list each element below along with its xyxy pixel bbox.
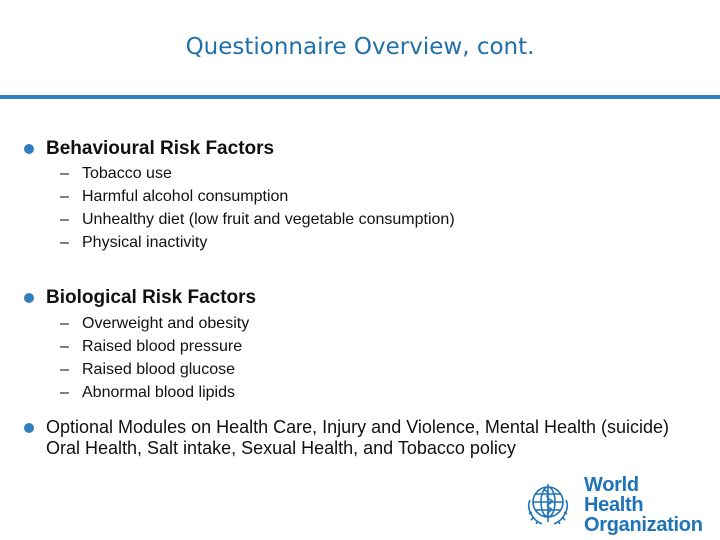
dash-icon: – [60,338,69,355]
list-item [60,312,249,335]
list-item [60,335,249,358]
dash-icon: – [60,211,69,228]
section-heading: Biological Risk Factors [46,287,257,308]
list-item [60,358,249,381]
optional-modules-text: Optional Modules on Health Care, Injury and Violence, Mental Health (suicide) Oral Health, Salt intake, Sexual Health, and Tobacco policy [46,417,670,458]
list-item-text: Unhealthy diet (low fruit and vegetable consumption) [82,211,455,228]
dash-icon: – [60,384,69,401]
dash-icon: – [60,188,69,205]
bullet-dot-icon [24,293,34,303]
list-item [60,208,455,231]
list-item [60,185,455,208]
who-logo [520,474,703,536]
who-logo-text [584,475,703,535]
section-heading: Behavioural Risk Factors [46,138,275,159]
list-item [60,381,249,404]
list-item-text: Raised blood pressure [82,338,243,355]
dash-icon: – [60,361,69,378]
title-band [0,0,720,95]
list-item-text: Overweight and obesity [82,315,250,332]
behavioural-list [60,162,455,254]
section-biological [24,287,256,309]
list-item [60,231,455,254]
list-item [60,162,455,185]
biological-list [60,312,249,404]
bullet-dot-icon [24,423,34,433]
logo-line-1: World Health [584,474,644,516]
who-emblem-icon [520,478,576,532]
dash-icon: – [60,165,69,182]
list-item-text: Raised blood glucose [82,361,235,378]
section-behavioural [24,138,274,160]
title-divider [0,95,720,99]
bullet-dot-icon [24,144,34,154]
dash-icon: – [60,234,69,251]
list-item-text: Tobacco use [82,165,172,182]
list-item-text: Abnormal blood lipids [82,384,235,401]
logo-line-2: Organization [584,514,703,536]
dash-icon: – [60,315,69,332]
list-item-text: Harmful alcohol consumption [82,188,289,205]
list-item-text: Physical inactivity [82,234,208,251]
slide-title: Questionnaire Overview, cont. [185,34,535,60]
section-optional [24,417,696,459]
